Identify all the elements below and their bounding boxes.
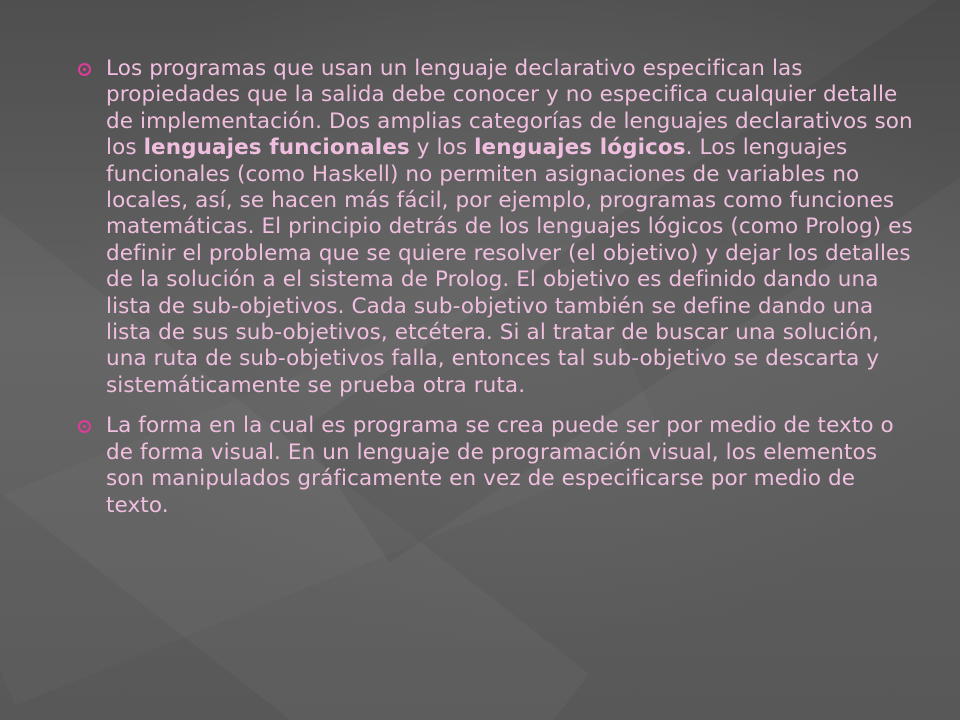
- bullet-list: [78, 56, 918, 533]
- bullet-text-bold-segment: lenguajes funcionales: [143, 135, 410, 161]
- circle-bullet-icon: [78, 63, 91, 76]
- bullet-text-segment: . Los lenguajes funcionales (como Haskell) no permiten asignaciones de variables no locales, así, se hacen más fácil, por ejemplo, programas como funciones matemáticas. El principio detrás de los lenguajes lógicos (como Prolog) es definir el problema que se quiere resolver (el objetivo) y dejar los detalles de la solución a el sistema de Prolog. El objetivo es definido dando una lista de sub-objetivos. Cada sub-objetivo también se define dando una lista de sus sub-objetivos, etcétera. Si al tratar de buscar una solución, una ruta de sub-objetivos falla, entonces tal sub-objetivo se descarta y sistemáticamente se prueba otra ruta.: [106, 135, 913, 398]
- bullet-text-bold-segment: lenguajes lógicos: [474, 135, 686, 161]
- bullet-item: [78, 413, 918, 519]
- bullet-text-segment: Los programas que usan un lenguaje declarativo especifican las propiedades que la salida debe conocer y no especifica cualquier detalle de implementación. Dos amplias categorías de lenguajes declarativos son los: [106, 56, 913, 161]
- circle-bullet-icon: [78, 420, 91, 433]
- bullet-item: [78, 56, 918, 399]
- bullet-text-segment: La forma en la cual es programa se crea puede ser por medio de texto o de forma visual. En un lenguaje de programación visual, los elementos son manipulados gráficamente en vez de especificarse por medio de texto.: [106, 413, 894, 518]
- bullet-text-segment: y los: [409, 135, 475, 161]
